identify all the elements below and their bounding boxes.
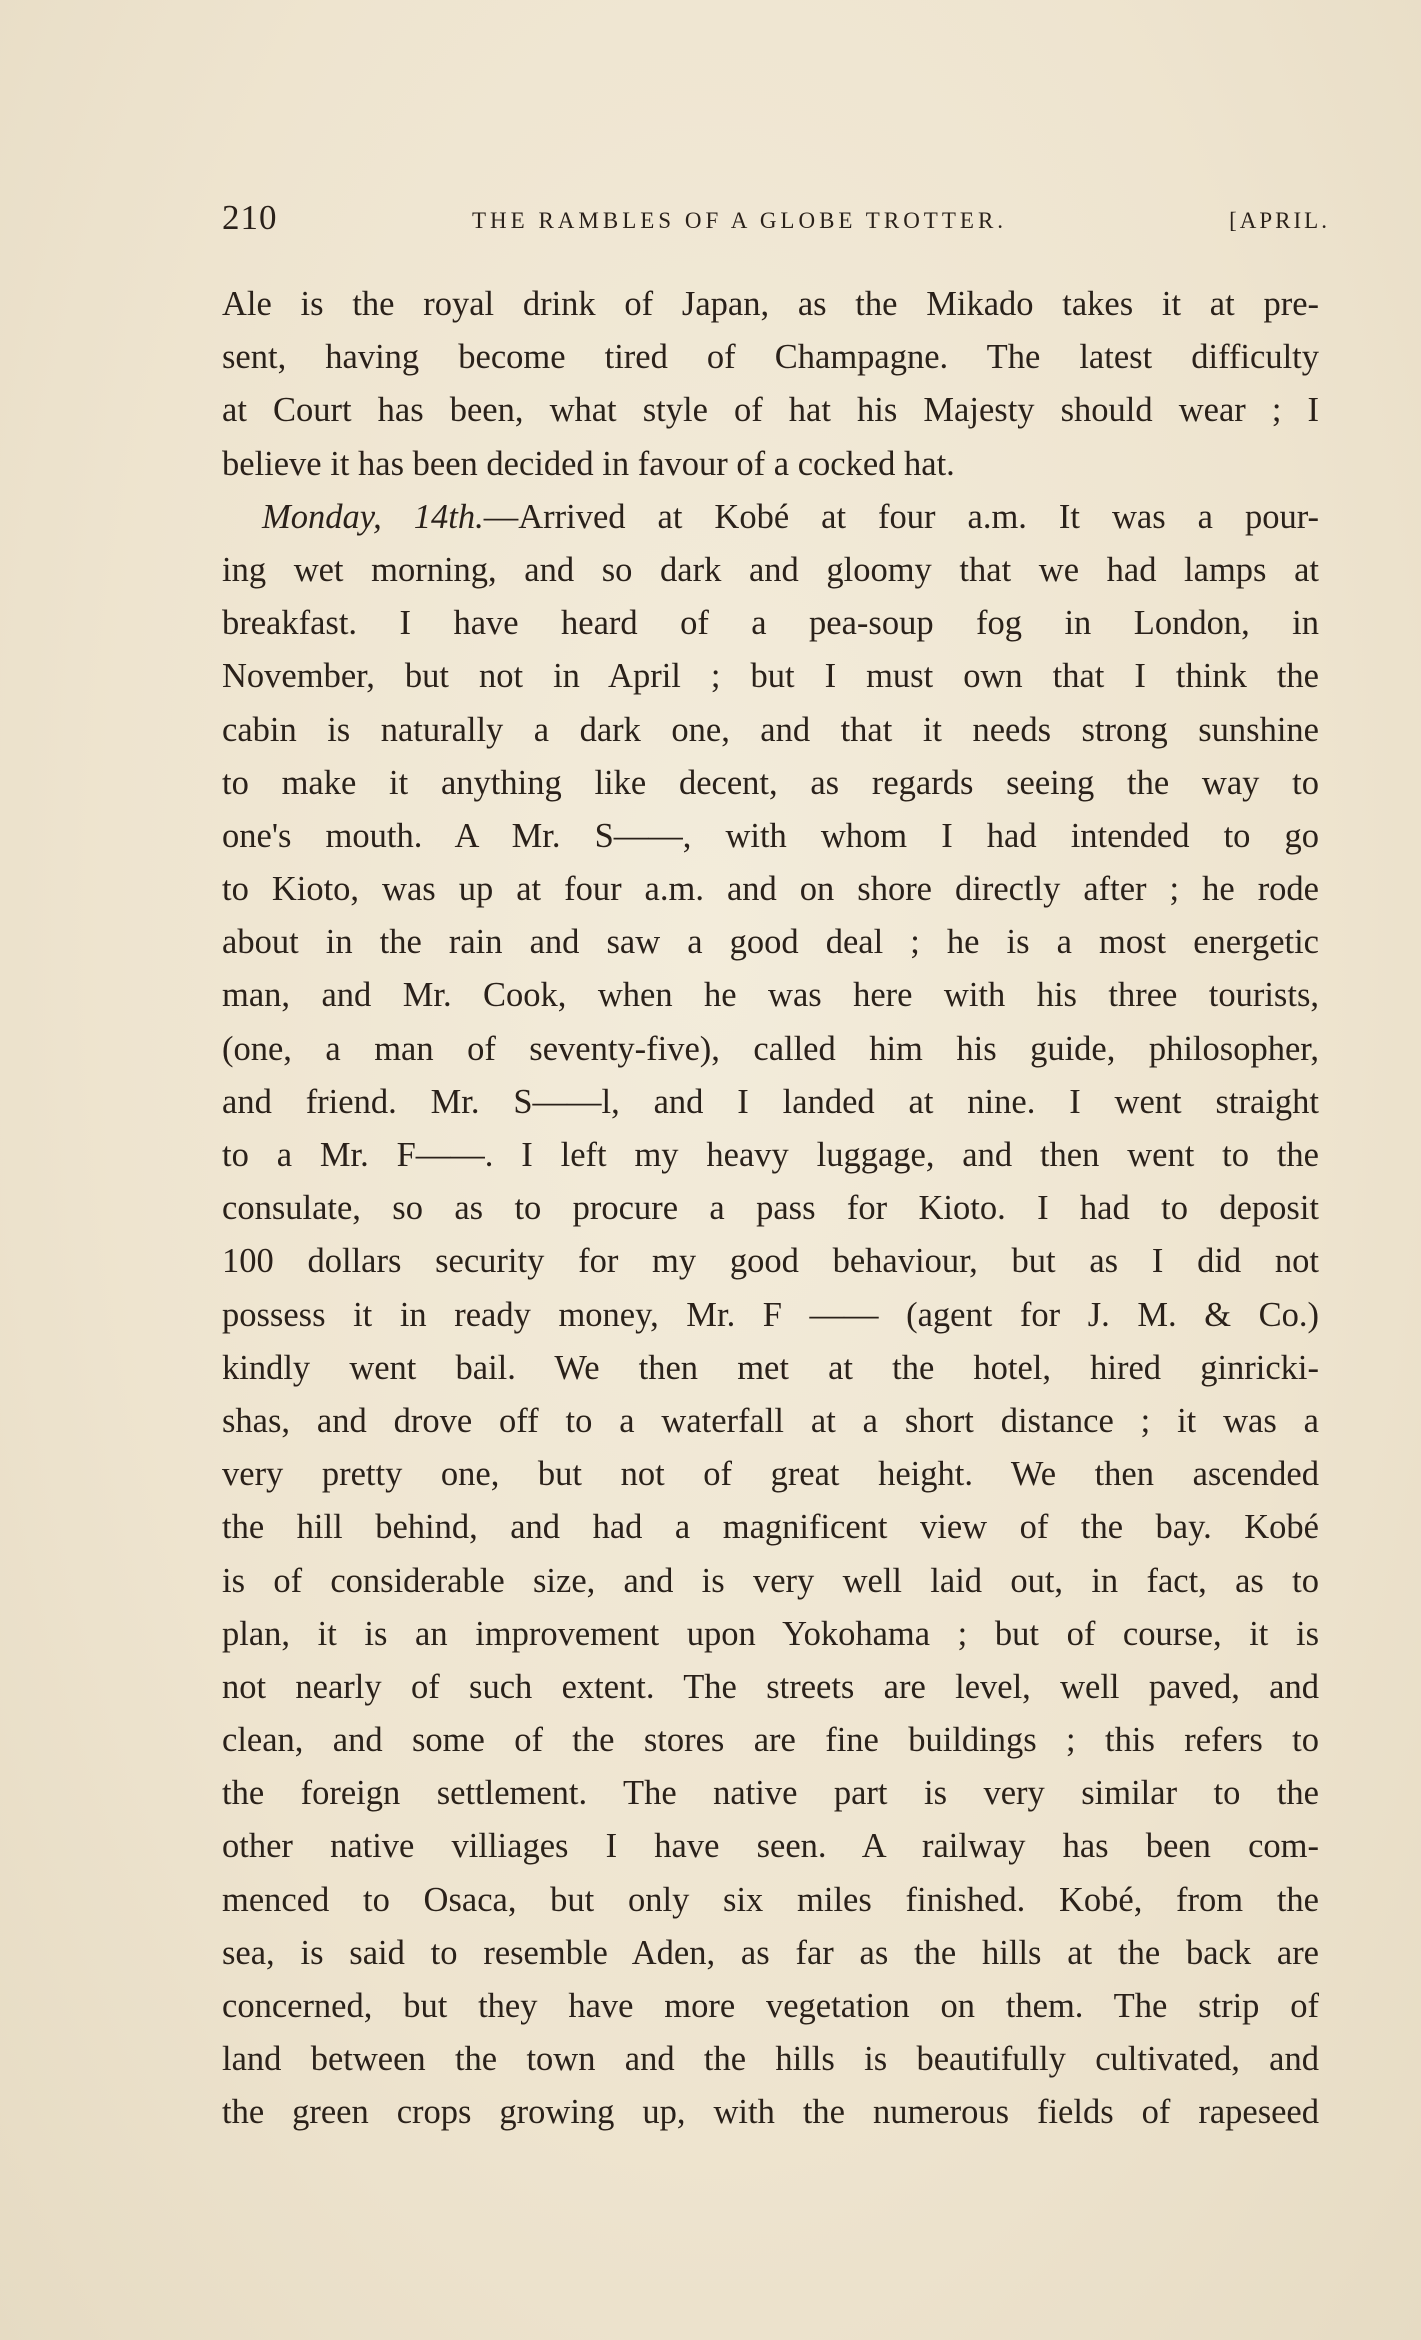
text-line: Ale is the royal drink of Japan, as the Mikado takes it at pre- (222, 285, 1319, 323)
text-line: ing wet morning, and so dark and gloomy that we had lamps at (222, 550, 1319, 589)
text-line: land between the town and the hills is beautifully cultivated, and (222, 2040, 1319, 2079)
running-title: THE RAMBLES OF A GLOBE TROTTER. (472, 208, 1008, 233)
text-line: about in the rain and saw a good deal ; he is a most energetic (222, 923, 1319, 962)
text-line: consulate, so as to procure a pass for Kioto. I had to deposit (222, 1189, 1319, 1228)
text-line: possess it in ready money, Mr. F —— (agent for J. M. & Co.) (222, 1295, 1319, 1334)
text-line: kindly went bail. We then met at the hotel, hired ginricki- (222, 1348, 1319, 1387)
text-line: to make it anything like decent, as regards seeing the way to (222, 763, 1319, 802)
text-line: menced to Osaca, but only six miles finished. Kobé, from the (222, 1880, 1319, 1919)
text-line: clean, and some of the stores are fine buildings ; this refers to (222, 1721, 1319, 1760)
entry-date: Monday, 14th. (262, 497, 484, 536)
text-line: believe it has been decided in favour of a cocked hat. (222, 444, 955, 483)
text-line: not nearly of such extent. The streets are level, well paved, and (222, 1667, 1319, 1706)
text-line: 100 dollars security for my good behaviour, but as I did not (222, 1242, 1319, 1281)
text-line: other native villiages I have seen. A railway has been com- (222, 1827, 1319, 1866)
text-line: shas, and drove off to a waterfall at a short distance ; it was a (222, 1401, 1319, 1440)
text-line: and friend. Mr. S——l, and I landed at nine. I went straight (222, 1082, 1319, 1121)
text-line: plan, it is an improvement upon Yokohama ; but of course, it is (222, 1614, 1319, 1653)
running-month: [APRIL. (1229, 208, 1330, 233)
text-line: (one, a man of seventy-five), called him his guide, philosopher, (222, 1029, 1319, 1068)
page-header (222, 198, 1330, 248)
text-line: man, and Mr. Cook, when he was here with his three tourists, (222, 976, 1319, 1015)
text-line: to a Mr. F——. I left my heavy luggage, and then went to the (222, 1136, 1319, 1174)
text-line: sea, is said to resemble Aden, as far as the hills at the back are (222, 1933, 1319, 1972)
body-text (222, 278, 1319, 2140)
text-line: the green crops growing up, with the numerous fields of rapeseed (222, 2093, 1319, 2132)
text-line: at Court has been, what style of hat his Majesty should wear ; I (222, 391, 1319, 430)
text-line: to Kioto, was up at four a.m. and on shore directly after ; he rode (222, 870, 1319, 909)
text-line: is of considerable size, and is very well laid out, in fact, as to (222, 1561, 1319, 1600)
text-line: the foreign settlement. The native part is very similar to the (222, 1774, 1319, 1813)
text-line: one's mouth. A Mr. S——, with whom I had intended to go (222, 816, 1319, 855)
entry-text: —Arrived at Kobé at four a.m. It was a pour- (483, 497, 1319, 536)
text-line: very pretty one, but not of great height. We then ascended (222, 1455, 1319, 1494)
text-line: concerned, but they have more vegetation on them. The strip of (222, 1987, 1319, 2025)
text-line: the hill behind, and had a magnificent view of the bay. Kobé (222, 1508, 1319, 1547)
text-line: breakfast. I have heard of a pea-soup fog in London, in (222, 604, 1319, 643)
dated-entry-line (222, 491, 1319, 544)
text-line: November, but not in April ; but I must own that I think the (222, 657, 1319, 696)
page-number: 210 (222, 198, 278, 237)
text-line: sent, having become tired of Champagne. The latest difficulty (222, 338, 1319, 377)
text-line: cabin is naturally a dark one, and that it needs strong sunshine (222, 710, 1319, 749)
